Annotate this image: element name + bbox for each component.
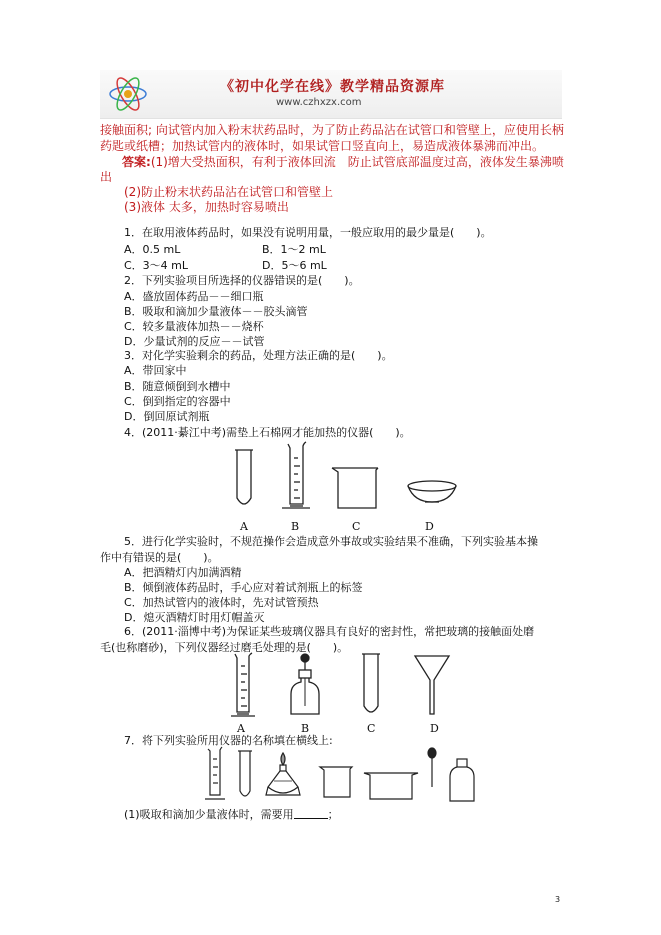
q7-part-1-answer-blank[interactable] — [294, 808, 328, 819]
q1-stem: 1．在取用液体药品时，如果没有说明用量，一般应取用的最少量是( )。 — [124, 226, 492, 239]
q4-label-c: C — [352, 520, 361, 533]
q3-option-b: B．随意倾倒到水槽中 — [124, 380, 231, 393]
alcohol-lamp-icon — [266, 753, 300, 795]
beaker-icon — [320, 767, 352, 797]
q6-figure — [225, 650, 455, 738]
q6-stem-line-2: 毛(也称磨砂)，下列仪器经过磨毛处理的是( )。 — [100, 641, 349, 654]
atom-logo-icon — [106, 72, 150, 116]
q3-option-c: C．倒到指定的容器中 — [124, 395, 231, 408]
header-banner — [100, 70, 562, 119]
beaker-icon — [332, 468, 378, 508]
dropper-icon — [428, 748, 436, 787]
q5-option-d: D．熄灭酒精灯时用灯帽盖灭 — [124, 611, 265, 624]
test-tube-icon — [238, 751, 252, 796]
q6-label-d: D — [430, 722, 439, 735]
q2-option-b: B．吸取和滴加少量液体－－胶头滴管 — [124, 305, 308, 318]
q2-option-c: C．较多量液体加热－－烧杯 — [124, 320, 264, 333]
q4-stem: 4．(2011·綦江中考)需垫上石棉网才能加热的仪器( )。 — [124, 426, 411, 439]
q4-figure — [220, 438, 480, 538]
answer-line-1 — [122, 153, 564, 170]
banner-title: 《初中化学在线》教学精品资源库 — [220, 79, 445, 95]
funnel-icon — [415, 656, 449, 714]
trough-icon — [364, 773, 418, 799]
q2-stem: 2．下列实验项目所选择的仪器错误的是( )。 — [124, 274, 360, 287]
q5-stem-line-1: 5．进行化学实验时，不规范操作会造成意外事故或实验结果不准确，下列实验基本操 — [124, 535, 538, 548]
q7-part-1 — [124, 806, 339, 822]
q5-stem-line-2: 作中有错误的是( )。 — [100, 551, 219, 564]
q6-label-b: B — [301, 722, 310, 735]
answer-2: (2)防止粉末状药品沾在试管口和管壁上 — [124, 185, 333, 199]
q5-option-a: A．把酒精灯内加满酒精 — [124, 566, 242, 579]
test-tube-icon — [235, 450, 253, 504]
intro-line-2: 药匙或纸槽；加热试管内的液体时，如果试管口竖直向上，易造成液体暴沸而冲出。 — [100, 139, 545, 153]
graduated-cylinder-icon — [205, 747, 225, 799]
q4-label-b: B — [291, 520, 300, 533]
answer-3: (3)液体 太多，加热时容易喷出 — [124, 200, 289, 214]
q3-option-d: D．倒回原试剂瓶 — [124, 410, 210, 423]
test-tube-icon — [362, 654, 380, 712]
q3-option-a: A．带回家中 — [124, 364, 187, 377]
q1-option-b: B．1～2 mL — [262, 243, 326, 256]
dropper-bottle-icon — [291, 654, 319, 714]
q5-option-b: B．倾倒液体药品时，手心应对着试剂瓶上的标签 — [124, 581, 363, 594]
page-number: 3 — [555, 895, 561, 904]
q4-label-d: D — [425, 520, 434, 533]
q7-part-1-prefix: (1)吸取和滴加少量液体时，需要用 — [124, 808, 294, 821]
q7-part-1-suffix: ； — [327, 808, 339, 821]
q6-stem-line-1: 6．(2011·淄博中考)为保证某些玻璃仪器具有良好的密封性，常把玻璃的接触面处磨 — [124, 625, 535, 638]
answer-1: (1)增大受热面积，有利于液体回流 防止试管底部温度过高，液体发生暴沸喷 — [150, 155, 564, 169]
q6-label-a: A — [237, 722, 245, 735]
answer-label: 答案: — [122, 155, 151, 169]
intro-line-1: 接触面积; 向试管内加入粉末状药品时，为了防止药品沾在试管口和管壁上，应使用长柄 — [100, 123, 564, 137]
graduated-cylinder-icon — [231, 653, 255, 716]
q2-option-d: D．少量试剂的反应－－试管 — [124, 335, 265, 348]
q7-figure — [200, 745, 480, 805]
answer-1-cont: 出 — [100, 170, 113, 184]
evaporating-dish-icon — [408, 481, 456, 502]
q2-option-a: A．盛放固体药品－－细口瓶 — [124, 290, 264, 303]
q1-option-d: D．5～6 mL — [262, 259, 327, 272]
graduated-cylinder-icon — [282, 442, 310, 508]
q5-option-c: C．加热试管内的液体时，先对试管预热 — [124, 596, 319, 609]
q1-option-c: C．3～4 mL — [124, 259, 189, 272]
reagent-bottle-icon — [450, 759, 474, 801]
q1-option-a: A．0.5 mL — [124, 243, 181, 256]
q7-stem: 7．将下列实验所用仪器的名称填在横线上: — [124, 734, 333, 747]
q3-stem: 3．对化学实验剩余的药品，处理方法正确的是( )。 — [124, 349, 393, 362]
q6-label-c: C — [367, 722, 376, 735]
q4-label-a: A — [240, 520, 248, 533]
banner-url: www.czhxzx.com — [276, 97, 362, 108]
